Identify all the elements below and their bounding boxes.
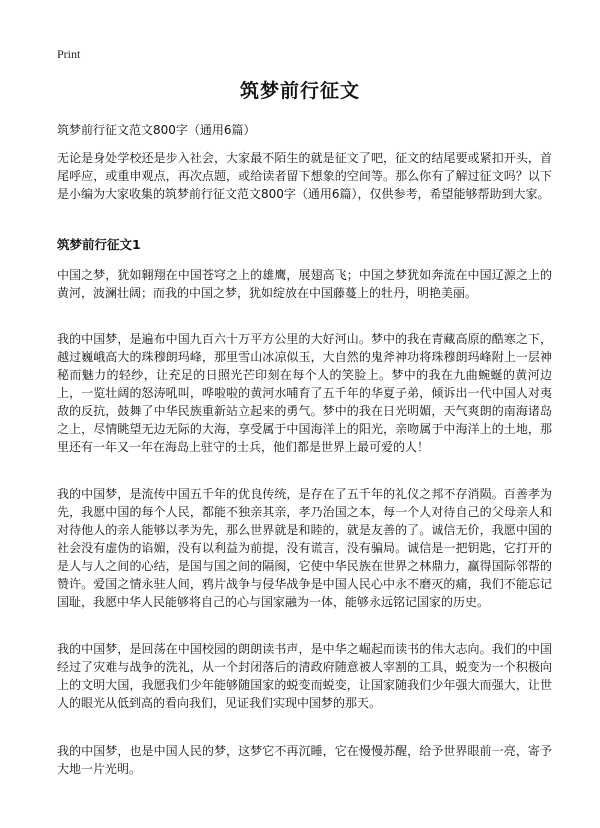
document-subtitle: 筑梦前行征文范文800字（通用6篇）: [57, 123, 256, 137]
print-link[interactable]: Print: [57, 47, 81, 61]
body-paragraph-2: 我的中国梦，是遍布中国九百六十万平方公里的大好河山。梦中的我在青藏高原的酷寒之下，越过巍峨高大的珠穆朗玛峰，那里雪山冰凉似玉，大自然的鬼斧神功将珠穆朗玛峰附上一层神秘而魅力的轻纱，让充足的日照光芒印刻在每个人的笑脸上。梦中的我在九曲蜿蜒的黄河边上，一览壮阔的怒涛吼叫，哗啦啦的黄河水哺育了五千年的华夏子弟，倾诉出一代中国人对夷敌的反抗，鼓舞了中华民族重新站立起来的勇气。梦中的我在日光明媚，天气爽朗的南海诸岛之上，尽情眺望无边无际的大海，享受属于中国海洋上的阳光，亲吻属于中海洋上的土地，那里还有一年又一年在海岛上驻守的士兵，他们都是世界上最可爱的人！: [57, 332, 552, 454]
section-heading: 筑梦前行征文1: [57, 237, 141, 252]
intro-paragraph: 无论是身处学校还是步入社会，大家最不陌生的就是征文了吧，征文的结尾要或紧扣开头，首尾呼应，或重申观点，再次点题，或给读者留下想象的空间等。那么你有了解过征文吗？以下是小编为大家收集的筑梦前行征文范文800字（通用6篇），仅供参考，希望能够帮助到大家。: [57, 151, 552, 201]
body-paragraph-4: 我的中国梦，是回荡在中国校园的朗朗读书声，是中华之崛起而读书的伟大志向。我们的中国经过了灾难与战争的洗礼，从一个封闭落后的清政府随意被人宰割的工具，蜕变为一个积极向上的文明大国，我愿我们少年能够随国家的蜕变而蜕变，让国家随我们少年强大而强大，让世人的眼光从低到高的看向我们，见证我们实现中国梦的那天。: [57, 642, 552, 710]
body-paragraph-3: 我的中国梦，是流传中国五千年的优良传统，是存在了五千年的礼仪之邦不存消陨。百善孝为先，我愿中国的每个人民，都能不独亲其亲，孝乃治国之本，每一个人对待自己的父母亲人和对待他人的亲人能够以孝为先，那么世界就是和睦的，就是友善的了。诚信无价，我愿中国的社会没有虚伪的谄媚，没有以利益为前提，没有谎言，没有骗局。诚信是一把钥匙，它打开的是人与人之间的心结，是国与国之间的隔阂，它使中华民族在世界之林鼎力，赢得国际邻帮的赞许。爱国之情永驻人间，鸦片战争与侵华战争是中国人民心中永不磨灭的痛，我们不能忘记国耻，我愿中华人民能够将自己的心与国家融为一体，能够永远铭记国家的历史。: [57, 487, 552, 609]
body-paragraph-5: 我的中国梦，也是中国人民的梦，这梦它不再沉睡，它在慢慢苏醒，给予世界眼前一亮，寄予大地一片光明。: [57, 744, 552, 776]
document-title: 筑梦前行征文: [239, 80, 360, 102]
body-paragraph-1: 中国之梦，犹如翱翔在中国苍穹之上的雄鹰，展翅高飞；中国之梦犹如奔流在中国辽源之上的黄河，波澜壮阔；而我的中国之梦，犹如绽放在中国藤蔓上的牡丹，明艳美丽。: [57, 268, 552, 300]
